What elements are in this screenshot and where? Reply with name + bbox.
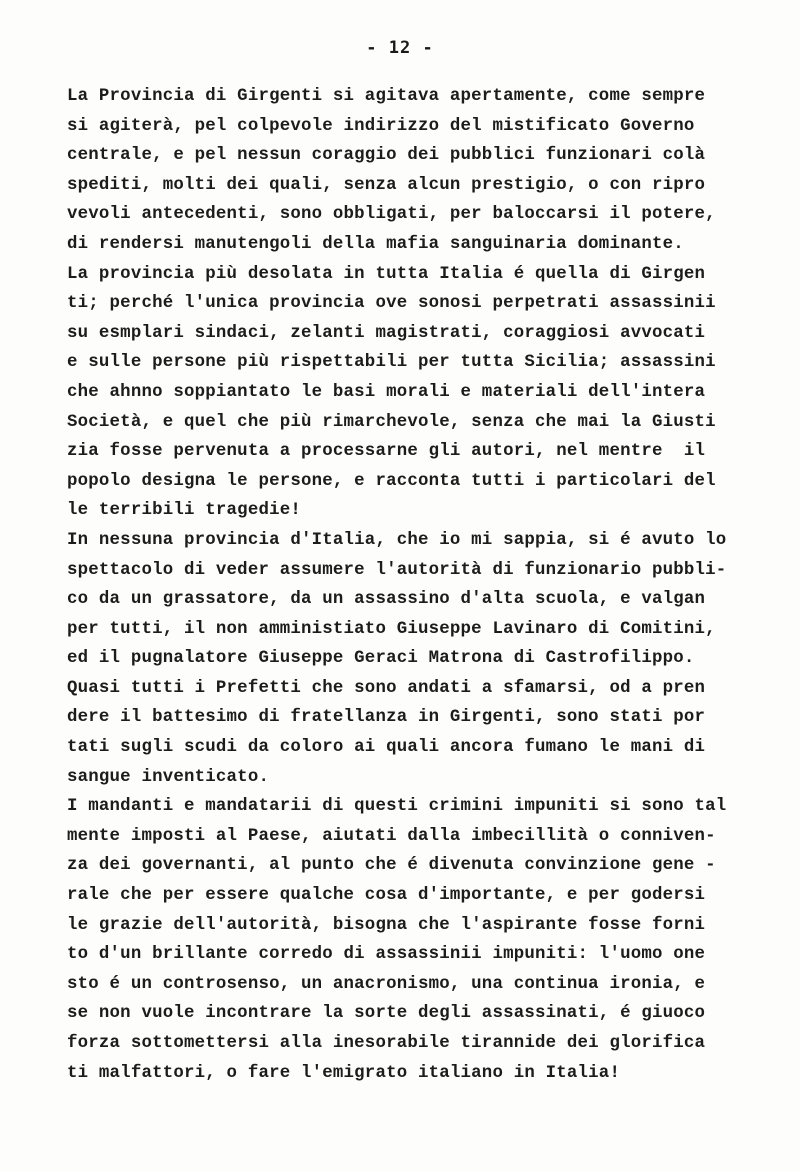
text-line: popolo designa le persone, e racconta tutti i particolari del [67,471,716,491]
text-line: centrale, e pel nessun coraggio dei pubblici funzionari colà [67,146,706,166]
text-line: to d'un brillante corredo di assassinii impuniti: l'uomo one [67,945,706,965]
text-line: tati sugli scudi da coloro ai quali ancora fumano le mani di [67,738,706,758]
text-line: sangue inventicato. [67,767,270,787]
text-line: forza sottomettersi alla inesorabile tirannide dei glorifica [67,1034,706,1053]
text-line: le terribili tragedie! [67,501,301,521]
text-line: le grazie dell'autorità, bisogna che l'aspirante fosse forni [67,915,706,935]
text-line: per tutti, il non amministiato Giuseppe Lavinaro di Comitini, [67,619,716,639]
text-line: sto é un controsenso, un anacronismo, una continua ironia, e [67,974,706,994]
typed-text-body [67,82,767,1088]
text-line: La Provincia di Girgenti si agitava apertamente, come sempre [67,87,706,106]
text-line: di rendersi manutengoli della mafia sanguinaria dominante. [67,234,684,254]
text-line: su esmplari sindaci, zelanti magistrati, coraggiosi avvocati [67,323,706,343]
text-line: ed il pugnalatore Giuseppe Geraci Matrona di Castrofilippo. [67,649,695,669]
text-line: Società, e quel che più rimarchevole, senza che mai la Giusti [67,412,716,432]
text-line: In nessuna provincia d'Italia, che io mi sappia, si é avuto lo [67,530,727,550]
text-line: ti; perché l'unica provincia ove sonosi perpetrati assassinii [67,294,716,314]
text-line: spediti, molti dei quali, senza alcun prestigio, o con ripro [67,175,706,195]
text-line: spettacolo di veder assumere l'autorità di funzionario pubbli- [67,560,727,580]
page-number: - 12 - [366,38,434,58]
text-line: zia fosse pervenuta a processarne gli autori, nel mentre il [67,442,706,462]
text-line: mente imposti al Paese, aiutati dalla imbecillità o conniven- [67,826,716,846]
text-line: che ahnno soppiantato le basi morali e materiali dell'intera [67,382,706,402]
text-line: I mandanti e mandatarii di questi crimini impuniti si sono tal [67,797,727,817]
text-line: rale che per essere qualche cosa d'importante, e per godersi [67,886,706,906]
text-line: si agiterà, pel colpevole indirizzo del mistificato Governo [67,116,695,136]
text-line: za dei governanti, al punto che é divenuta convinzione gene - [67,856,716,876]
text-line: co da un grassatore, da un assassino d'alta scuola, e valgan [67,590,706,610]
text-line: vevoli antecedenti, sono obbligati, per baloccarsi il potere, [67,205,716,225]
text-line: e sulle persone più rispettabili per tutta Sicilia; assassini [67,353,716,373]
text-line: ti malfattori, o fare l'emigrato italiano in Italia! [67,1063,621,1083]
text-line: Quasi tutti i Prefetti che sono andati a sfamarsi, od a pren [67,678,706,698]
text-line: dere il battesimo di fratellanza in Girgenti, sono stati por [67,708,706,728]
text-line: La provincia più desolata in tutta Italia é quella di Girgen [67,264,706,284]
text-line: se non vuole incontrare la sorte degli assassinati, é giuoco [67,1004,706,1024]
